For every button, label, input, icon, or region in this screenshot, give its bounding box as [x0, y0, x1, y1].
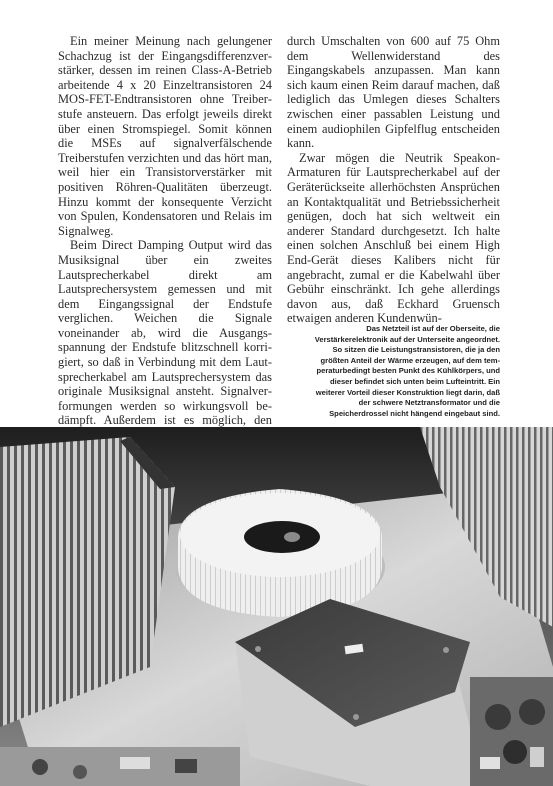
screw — [353, 714, 359, 720]
photo-caption: Das Netzteil ist auf der Oberseite, die Verstärkerelektronik auf der Unterseite angeordnet. So sitzen die Leistungstransistoren, die ja den größten Anteil der Wärme erzeugen, auf dem temperaturbedingt besten Punkt des Kühlkörpers, und dieser befindet sich unten beim Lufteintritt. Ein weiterer Vorteil dieser Konstruktion liegt darin, daß der schwere Netztransformator und die Speicherdrossel nicht hängend eingebaut sind. — [314, 324, 500, 418]
article-right-column — [287, 34, 500, 326]
paragraph: Beim Direct Damping Output wird das Musiksignal über ein zweites Lautsprecherkabel direkt am Lautsprechersystem gemessen und mit dem Eingangssignal der Endstufe verglichen. Weichen die Signale voneinander ab, wird die Ausgangsspannung der Endstufe blitzschnell korrigiert, so daß in Verbindung mit dem Lautsprecherkabel am Lautsprechersystem das originale Musiksignal ansteht. Signalverformungen werden so wirkungsvoll bedämpft. Außerdem ist es möglich, den — [58, 238, 272, 428]
amplifier-interior-photo — [0, 427, 553, 786]
paragraph: durch Umschalten von 600 auf 75 Ohm dem Wellenwiderstand des Eingangskabels anzupassen. Man kann sich kaum einen Reim darauf machen, daß lediglich das Umlegen dieses Schalters zwischen einer passablen Leistung und einem audiophilen Gipfelflug entscheiden kann. — [287, 34, 500, 151]
bottom-left-components — [0, 747, 240, 786]
toroid-bolt — [284, 532, 300, 542]
paragraph: Zwar mögen die Neutrik Speakon-Armaturen für Lautsprecherkabel auf der Geräterückseite allerhöchsten Ansprüchen an Kontaktqualität und Betriebssicherheit genügen, doch hat sich weltweit ein anderer Standard durchgesetzt. Ich halte einen solchen Anschluß bei einem High End-Gerät dieses Kalibers nicht für angebracht, zumal er die Kabelwahl über Gebühr einschränkt. Ich gehe allerdings davon aus, daß Eckhard Gruensch etwaigen anderen Kundenwün- — [287, 150, 500, 326]
screw — [443, 647, 449, 653]
toroid-center-hole — [244, 521, 320, 553]
screw — [255, 646, 261, 652]
paragraph: Ein meiner Meinung nach gelungener Schachzug ist der Eingangsdifferenzverstärker, dessen im reinen Class-A-Betrieb arbeitende 4 x 20 Einzeltransistoren 24 MOS-FET-Endtransistoren ohne Treiberstufe ansteuern. Das erfolgt jeweils direkt über einen Stromspiegel. Somit können die MSEs auf signalverfälschende Treiberstufen verzichten und das hört man, weil hier ein Transistorverstärker mit positiven Röhren-Qualitäten überzeugt. Hinzu kommt der konsequente Verzicht von Spulen, Kondensatoren und Relais im Signalweg. — [58, 34, 272, 238]
article-left-column — [58, 34, 272, 457]
pcb-components — [470, 677, 553, 786]
